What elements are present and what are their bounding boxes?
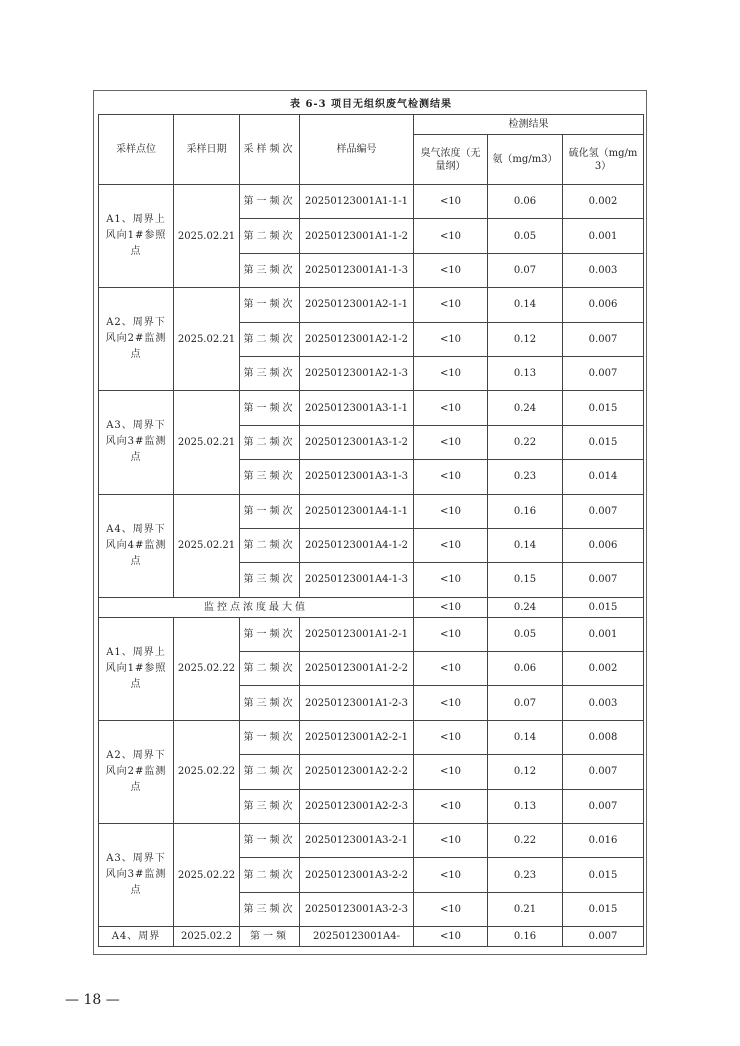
ammonia-cell: 0.15 xyxy=(488,563,563,597)
odor-cell: <10 xyxy=(414,253,488,287)
page-number: — 18 — xyxy=(65,992,120,1008)
ammonia-cell: 0.16 xyxy=(488,494,563,528)
odor-cell: <10 xyxy=(414,617,488,651)
h2s-cell: 0.007 xyxy=(563,494,644,528)
h2s-cell: 0.003 xyxy=(563,686,644,720)
date-cell: 2025.02.22 xyxy=(174,617,240,720)
table-row xyxy=(99,494,644,528)
table-caption: 表 6-3 项目无组织废气检测结果 xyxy=(99,94,644,115)
h2s-cell: 0.014 xyxy=(563,460,644,494)
location-cell: A4、周界 xyxy=(99,927,174,947)
date-cell: 2025.02.21 xyxy=(174,185,240,288)
batch-cell: 第二频次 xyxy=(240,528,300,562)
batch-cell: 第三频次 xyxy=(240,460,300,494)
odor-cell: <10 xyxy=(414,720,488,754)
ammonia-cell: 0.16 xyxy=(488,927,563,947)
odor-cell: <10 xyxy=(414,824,488,858)
ammonia-cell: 0.22 xyxy=(488,824,563,858)
batch-cell: 第二频次 xyxy=(240,755,300,789)
odor-cell: <10 xyxy=(414,652,488,686)
batch-cell: 第二频次 xyxy=(240,425,300,459)
batch-cell: 第一频次 xyxy=(240,720,300,754)
odor-cell: <10 xyxy=(414,494,488,528)
sample-id-cell: 20250123001A2-1-2 xyxy=(300,322,414,356)
batch-cell: 第二频次 xyxy=(240,652,300,686)
header-date: 采样日期 xyxy=(174,115,240,185)
ammonia-cell: 0.12 xyxy=(488,322,563,356)
location-cell: A4、周界下风向4#监测点 xyxy=(99,494,174,597)
location-cell: A3、周界下风向3#监测点 xyxy=(99,824,174,927)
h2s-cell: 0.008 xyxy=(563,720,644,754)
header-h2s: 硫化氢（mg/m3） xyxy=(563,135,644,185)
location-cell: A1、周界上风向1#参照点 xyxy=(99,617,174,720)
table-row xyxy=(99,185,644,219)
header-sample-id: 样品编号 xyxy=(300,115,414,185)
batch-cell: 第一频次 xyxy=(240,617,300,651)
ammonia-cell: 0.07 xyxy=(488,686,563,720)
h2s-cell: 0.007 xyxy=(563,322,644,356)
odor-cell: <10 xyxy=(414,460,488,494)
odor-cell: <10 xyxy=(414,425,488,459)
sample-id-cell: 20250123001A4- xyxy=(300,927,414,947)
sample-id-cell: 20250123001A4-1-2 xyxy=(300,528,414,562)
batch-cell: 第三频次 xyxy=(240,563,300,597)
ammonia-cell: 0.23 xyxy=(488,858,563,892)
table-row xyxy=(99,288,644,322)
ammonia-cell: 0.13 xyxy=(488,356,563,390)
sample-id-cell: 20250123001A3-2-1 xyxy=(300,824,414,858)
header-location: 采样点位 xyxy=(99,115,174,185)
ammonia-cell: 0.07 xyxy=(488,253,563,287)
odor-cell: <10 xyxy=(414,755,488,789)
max-nh3-cell: 0.24 xyxy=(488,597,563,617)
batch-cell: 第一频次 xyxy=(240,824,300,858)
date-cell: 2025.02.22 xyxy=(174,824,240,927)
h2s-cell: 0.003 xyxy=(563,253,644,287)
h2s-cell: 0.002 xyxy=(563,652,644,686)
header-odor: 臭气浓度（无量纲） xyxy=(414,135,488,185)
h2s-cell: 0.006 xyxy=(563,288,644,322)
batch-cell: 第二频次 xyxy=(240,858,300,892)
odor-cell: <10 xyxy=(414,789,488,823)
max-value-label: 监控点浓度最大值 xyxy=(99,597,414,617)
header-ammonia: 氨（mg/m3） xyxy=(488,135,563,185)
h2s-cell: 0.002 xyxy=(563,185,644,219)
odor-cell: <10 xyxy=(414,288,488,322)
sample-id-cell: 20250123001A1-2-1 xyxy=(300,617,414,651)
ammonia-cell: 0.06 xyxy=(488,185,563,219)
h2s-cell: 0.001 xyxy=(563,617,644,651)
header-results: 检测结果 xyxy=(414,115,644,135)
table-row xyxy=(99,391,644,425)
location-cell: A2、周界下风向2#监测点 xyxy=(99,720,174,823)
batch-cell: 第一频 xyxy=(240,927,300,947)
batch-cell: 第三频次 xyxy=(240,892,300,926)
ammonia-cell: 0.14 xyxy=(488,288,563,322)
sample-id-cell: 20250123001A2-2-3 xyxy=(300,789,414,823)
date-cell: 2025.02.22 xyxy=(174,720,240,823)
sample-id-cell: 20250123001A3-2-2 xyxy=(300,858,414,892)
h2s-cell: 0.016 xyxy=(563,824,644,858)
exhaust-results-table xyxy=(98,94,644,947)
sample-id-cell: 20250123001A1-1-3 xyxy=(300,253,414,287)
odor-cell: <10 xyxy=(414,892,488,926)
location-cell: A3、周界下风向3#监测点 xyxy=(99,391,174,494)
sample-id-cell: 20250123001A3-2-3 xyxy=(300,892,414,926)
odor-cell: <10 xyxy=(414,563,488,597)
sample-id-cell: 20250123001A1-2-2 xyxy=(300,652,414,686)
date-cell: 2025.02.2 xyxy=(174,927,240,947)
ammonia-cell: 0.14 xyxy=(488,720,563,754)
h2s-cell: 0.006 xyxy=(563,528,644,562)
sample-id-cell: 20250123001A2-1-3 xyxy=(300,356,414,390)
batch-cell: 第三频次 xyxy=(240,356,300,390)
date-cell: 2025.02.21 xyxy=(174,494,240,597)
h2s-cell: 0.015 xyxy=(563,425,644,459)
sample-id-cell: 20250123001A1-2-3 xyxy=(300,686,414,720)
odor-cell: <10 xyxy=(414,927,488,947)
location-cell: A1、周界上风向1#参照点 xyxy=(99,185,174,288)
h2s-cell: 0.007 xyxy=(563,789,644,823)
h2s-cell: 0.001 xyxy=(563,219,644,253)
batch-cell: 第三频次 xyxy=(240,253,300,287)
batch-cell: 第一频次 xyxy=(240,494,300,528)
ammonia-cell: 0.14 xyxy=(488,528,563,562)
sample-id-cell: 20250123001A4-1-1 xyxy=(300,494,414,528)
date-cell: 2025.02.21 xyxy=(174,288,240,391)
h2s-cell: 0.007 xyxy=(563,927,644,947)
sample-id-cell: 20250123001A3-1-3 xyxy=(300,460,414,494)
h2s-cell: 0.007 xyxy=(563,356,644,390)
max-odor-cell: <10 xyxy=(414,597,488,617)
h2s-cell: 0.007 xyxy=(563,755,644,789)
sample-id-cell: 20250123001A1-1-2 xyxy=(300,219,414,253)
odor-cell: <10 xyxy=(414,686,488,720)
odor-cell: <10 xyxy=(414,356,488,390)
ammonia-cell: 0.13 xyxy=(488,789,563,823)
header-batch: 采样频次 xyxy=(240,115,300,185)
ammonia-cell: 0.22 xyxy=(488,425,563,459)
sample-id-cell: 20250123001A2-2-1 xyxy=(300,720,414,754)
odor-cell: <10 xyxy=(414,185,488,219)
table-row xyxy=(99,720,644,754)
batch-cell: 第二频次 xyxy=(240,322,300,356)
table-row xyxy=(99,617,644,651)
batch-cell: 第三频次 xyxy=(240,686,300,720)
h2s-cell: 0.015 xyxy=(563,858,644,892)
batch-cell: 第一频次 xyxy=(240,391,300,425)
ammonia-cell: 0.23 xyxy=(488,460,563,494)
batch-cell: 第三频次 xyxy=(240,789,300,823)
odor-cell: <10 xyxy=(414,391,488,425)
date-cell: 2025.02.21 xyxy=(174,391,240,494)
location-cell: A2、周界下风向2#监测点 xyxy=(99,288,174,391)
sample-id-cell: 20250123001A2-2-2 xyxy=(300,755,414,789)
ammonia-cell: 0.06 xyxy=(488,652,563,686)
ammonia-cell: 0.21 xyxy=(488,892,563,926)
ammonia-cell: 0.05 xyxy=(488,219,563,253)
odor-cell: <10 xyxy=(414,858,488,892)
odor-cell: <10 xyxy=(414,322,488,356)
h2s-cell: 0.015 xyxy=(563,892,644,926)
max-h2s-cell: 0.015 xyxy=(563,597,644,617)
h2s-cell: 0.007 xyxy=(563,563,644,597)
table-row xyxy=(99,824,644,858)
ammonia-cell: 0.05 xyxy=(488,617,563,651)
sample-id-cell: 20250123001A3-1-1 xyxy=(300,391,414,425)
batch-cell: 第一频次 xyxy=(240,185,300,219)
ammonia-cell: 0.12 xyxy=(488,755,563,789)
max-value-row xyxy=(99,597,644,617)
table-row xyxy=(99,927,644,947)
batch-cell: 第一频次 xyxy=(240,288,300,322)
sample-id-cell: 20250123001A4-1-3 xyxy=(300,563,414,597)
ammonia-cell: 0.24 xyxy=(488,391,563,425)
sample-id-cell: 20250123001A2-1-1 xyxy=(300,288,414,322)
sample-id-cell: 20250123001A3-1-2 xyxy=(300,425,414,459)
h2s-cell: 0.015 xyxy=(563,391,644,425)
odor-cell: <10 xyxy=(414,528,488,562)
batch-cell: 第二频次 xyxy=(240,219,300,253)
odor-cell: <10 xyxy=(414,219,488,253)
sample-id-cell: 20250123001A1-1-1 xyxy=(300,185,414,219)
